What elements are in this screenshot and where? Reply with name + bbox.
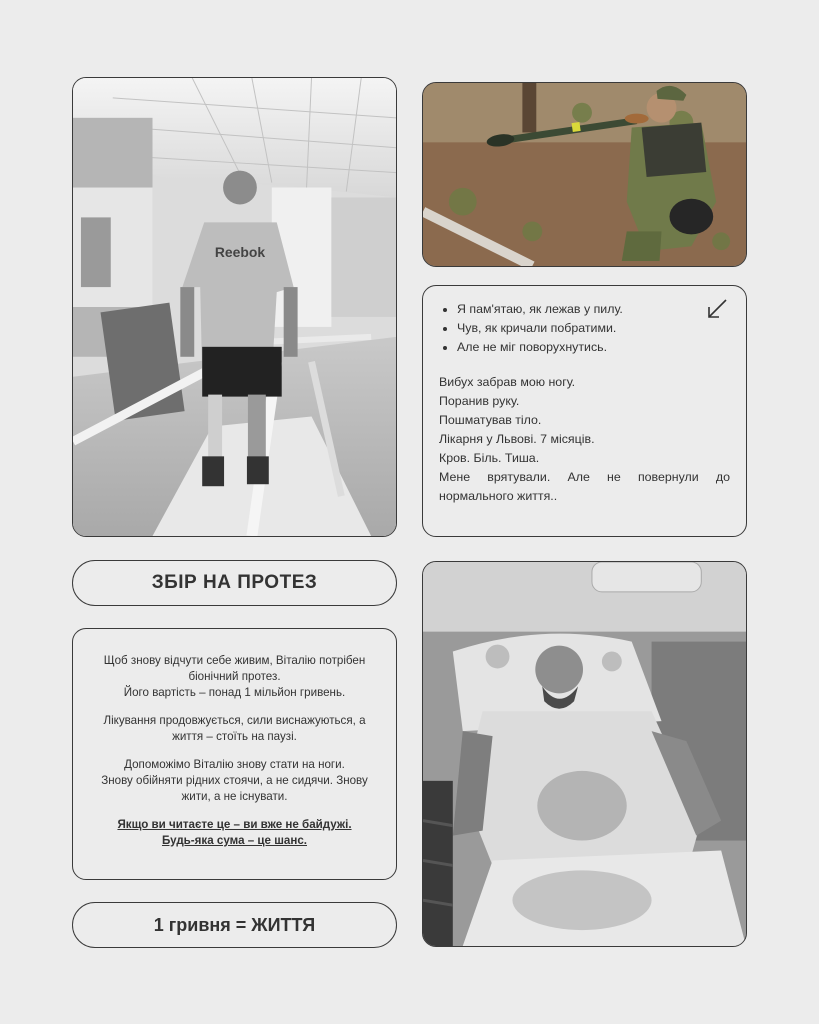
appeal-text: Допоможімо Віталію знову стати на ноги. [124,758,345,771]
rehab-photo-image [73,78,396,536]
story-line: Кров. Біль. Тиша. [439,451,540,465]
arrow-down-left-icon [706,298,728,320]
story-bullet-list [439,300,730,357]
appeal-call-to-action [87,817,382,849]
rehab-photo [72,77,397,537]
story-card [422,285,747,537]
story-lines [439,373,730,506]
appeal-paragraph-3 [87,757,382,805]
appeal-card [72,628,397,880]
appeal-text: Щоб знову відчути себе живим, Віталію потрібен [103,654,366,667]
cta-text: Якщо ви читаєте це – ви вже не байдужі. [117,818,352,831]
appeal-paragraph-1 [87,653,382,701]
appeal-text: біонічний протез. [188,670,281,683]
hospital-photo-image [423,562,746,946]
story-line: Мене врятували. Але не повернули до нормального життя.. [439,470,730,503]
fundraiser-title: ЗБІР НА ПРОТЕЗ [72,560,397,606]
shirt-logo: Reebok [214,244,266,261]
appeal-paragraph-2 [87,713,382,745]
appeal-text: Лікування продовжується, сили виснажуються, а [103,714,366,727]
story-line: Лікарня у Львові. 7 місяців. [439,432,595,446]
story-line: Пошматував тіло. [439,413,542,427]
slogan: 1 гривня = ЖИТТЯ [72,902,397,948]
appeal-text: життя – стоїть на паузі. [172,730,297,743]
story-bullet: • Але не міг поворухнутись. [457,338,730,357]
appeal-text: жити, а не існувати. [181,790,288,803]
soldier-photo-image [423,83,746,266]
hospital-photo [422,561,747,947]
soldier-photo [422,82,747,267]
appeal-text: Його вартість – понад 1 мільйон гривень. [123,686,346,699]
story-bullet: • Я пам'ятаю, як лежав у пилу. [457,300,730,319]
appeal-text: Знову обійняти рідних стоячи, а не сидячи. Знову [101,774,368,787]
story-bullet: • Чув, як кричали побратими. [457,319,730,338]
cta-text: Будь-яка сума – це шанс. [161,834,307,847]
story-line: Поранив руку. [439,394,520,408]
story-line: Вибух забрав мою ногу. [439,375,576,389]
